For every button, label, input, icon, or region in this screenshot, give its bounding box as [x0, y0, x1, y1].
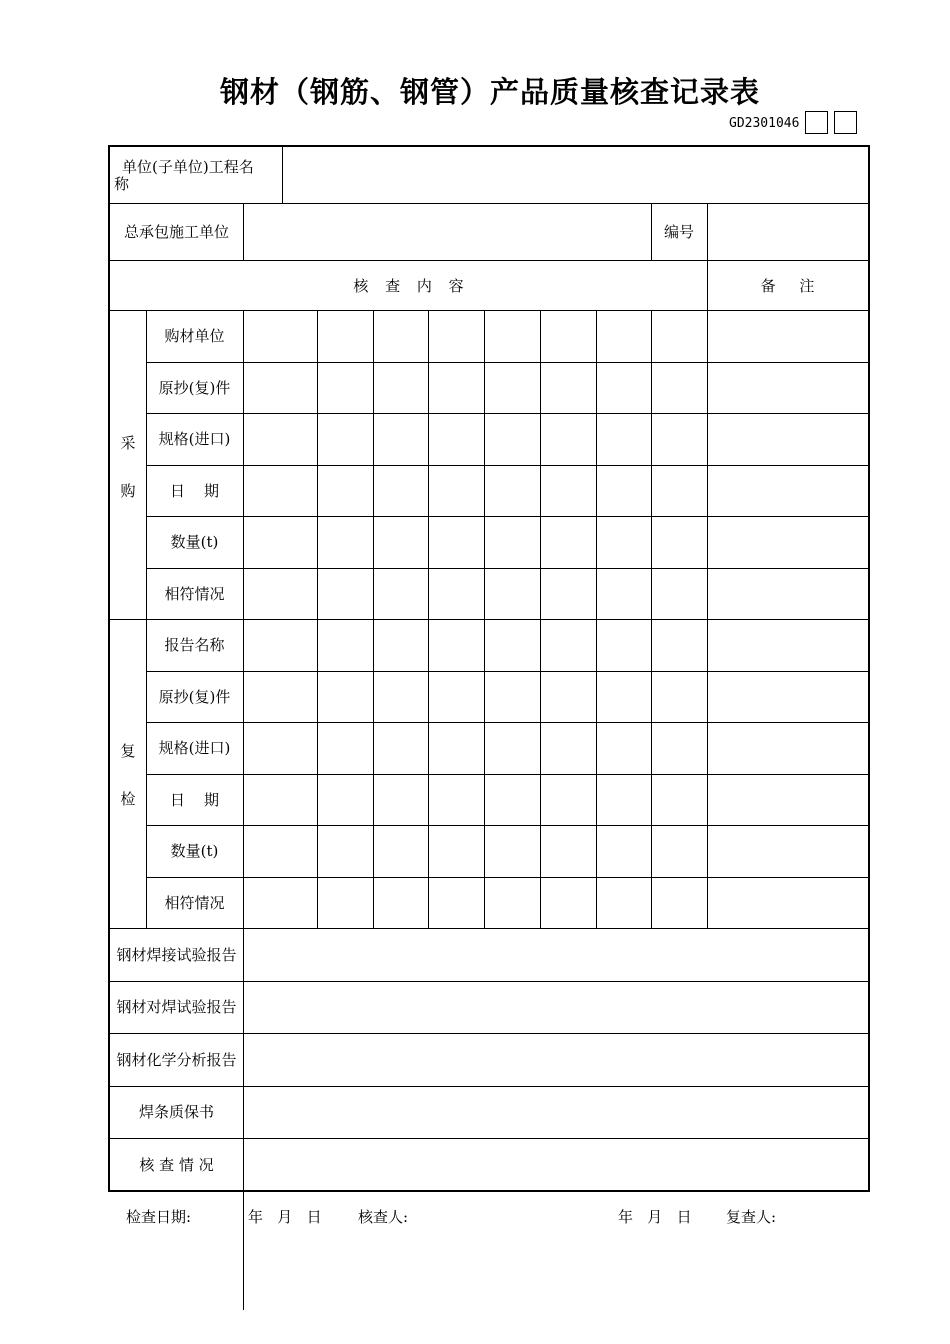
review-date-units: 年 月 日 [618, 1208, 692, 1226]
purchase-section-label-top: 采 [120, 434, 136, 452]
retest-row-label: 报告名称 [164, 636, 225, 654]
inspection-form-table [108, 145, 870, 1192]
retest-row-label: 日 期 [169, 791, 220, 809]
purchase-row-label: 原抄(复)件 [158, 379, 231, 397]
purchase-row-label: 日 期 [169, 482, 220, 500]
form-title: 钢材（钢筋、钢管）产品质量核查记录表 [219, 75, 760, 109]
retest-row-label: 原抄(复)件 [158, 688, 231, 706]
retest-section-label-top: 复 [120, 742, 136, 760]
retest-row-label: 相符情况 [164, 894, 225, 912]
retest-row-label: 规格(进口) [158, 739, 231, 757]
check-date-label: 检查日期: [126, 1208, 192, 1226]
checker-label: 核查人: [358, 1208, 409, 1226]
report-row-label: 钢材焊接试验报告 [116, 946, 237, 964]
report-row-label: 钢材化学分析报告 [116, 1051, 237, 1069]
report-row-label: 钢材对焊试验报告 [116, 998, 237, 1016]
purchase-row-label: 相符情况 [164, 585, 225, 603]
purchase-row-label: 数量(t) [170, 533, 219, 551]
report-row-label: 核 查 情 况 [139, 1156, 214, 1174]
project-name-label-line1: 单位(子单位)工程名 [122, 158, 254, 176]
check-date-units: 年 月 日 [248, 1208, 322, 1226]
check-content-label: 核 查 内 容 [353, 277, 464, 295]
retest-row-label: 数量(t) [170, 842, 219, 860]
code-box-2[interactable] [834, 111, 857, 134]
purchase-row-label: 购材单位 [164, 327, 225, 345]
form-code: GD2301046 [729, 116, 800, 131]
remarks-label: 备 注 [760, 277, 815, 295]
project-name-label-line2: 称 [114, 175, 130, 193]
contractor-label: 总承包施工单位 [123, 223, 229, 241]
reviewer-label: 复查人: [726, 1208, 777, 1226]
report-row-label: 焊条质保书 [138, 1103, 214, 1121]
purchase-row-label: 规格(进口) [158, 430, 231, 448]
retest-section-label-bottom: 检 [120, 790, 136, 808]
code-box-1[interactable] [805, 111, 828, 134]
purchase-section-label-bottom: 购 [120, 482, 136, 500]
number-label: 编号 [663, 223, 694, 241]
